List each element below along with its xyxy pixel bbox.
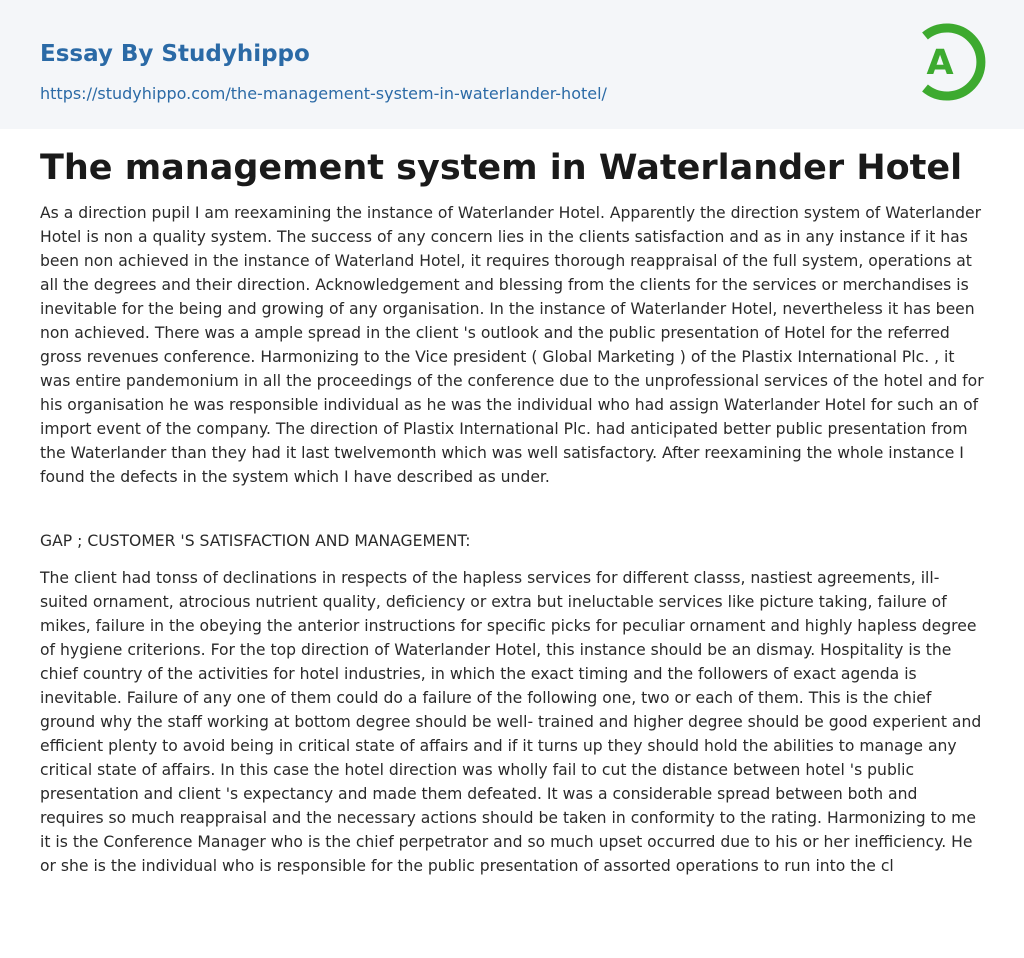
circle-letter-a-logo-icon[interactable] [910,18,988,106]
article-title: The management system in Waterlander Hotel [40,148,963,188]
logo-letter: A [926,43,954,83]
site-header [0,0,1024,129]
article-paragraph-2: The client had tonss of declinations in respects of the hapless services for different classs, nastiest agreements, ill-suited ornament, atrocious nutrient quality, deficiency or extra but ineluctable services like picture taking, failure of mikes, failure in the obeying the anterior instructions for specific picks for peculiar ornament and highly hapless degree of hygiene criterions. For the top direction of Waterlander Hotel, this instance should be an dismay. Hospitality is the chief country of the activities for hotel industries, in which the exact timing and the followers of exact agenda is inevitable. Failure of any one of them could do a failure of the following one, two or each of them. This is the chief ground why the staff working at bottom degree should be well- trained and higher degree should be good experient and efficient plenty to avoid being in critical state of affairs and if it turns up they should hold the abilities to manage any critical state of affairs. In this case the hotel direction was wholly fail to cut the distance between hotel 's public presentation and client 's expectancy and made them defeated. It was a considerable spread between both and requires so much reappraisal and the necessary actions should be taken in conformity to the rating. Harmonizing to me it is the Conference Manager who is the chief perpetrator and so much upset occurred due to his or her inefficiency. He or she is the individual who is responsible for the public presentation of assorted operations to run into the cl [40,569,982,875]
essay-url-link[interactable]: https://studyhippo.com/the-management-system-in-waterlander-hotel/ [40,84,607,103]
brand-title[interactable]: Essay By Studyhippo [40,41,310,67]
article-body [40,201,984,878]
article-paragraph-1: As a direction pupil I am reexamining the instance of Waterlander Hotel. Apparently the direction system of Waterlander Hotel is non a quality system. The success of any concern lies in the clients satisfaction and as in any instance if it has been non achieved in the instance of Waterland Hotel, it requires thorough reappraisal of the full system, operations at all the degrees and their direction. Acknowledgement and blessing from the clients for the services or merchandises is inevitable for the being and growing of any organisation. In the instance of Waterlander Hotel, nevertheless it has been non achieved. There was a ample spread in the client 's outlook and the public presentation of Hotel for the referred gross revenues conference. Harmonizing to the Vice president ( Global Marketing ) of the Plastix International Plc. , it was entire pandemonium in all the proceedings of the conference due to the unprofessional services of the hotel and for his organisation he was responsible individual as he was the individual who had assign Waterlander Hotel for such an of import event of the company. The direction of Plastix International Plc. had anticipated better public presentation from the Waterlander than they had it last twelvemonth which was well satisfactory. After reexamining the whole instance I found the defects in the system which I have described as under. [40,204,984,486]
section-heading: GAP ; CUSTOMER 'S SATISFACTION AND MANAGEMENT: [40,532,471,550]
